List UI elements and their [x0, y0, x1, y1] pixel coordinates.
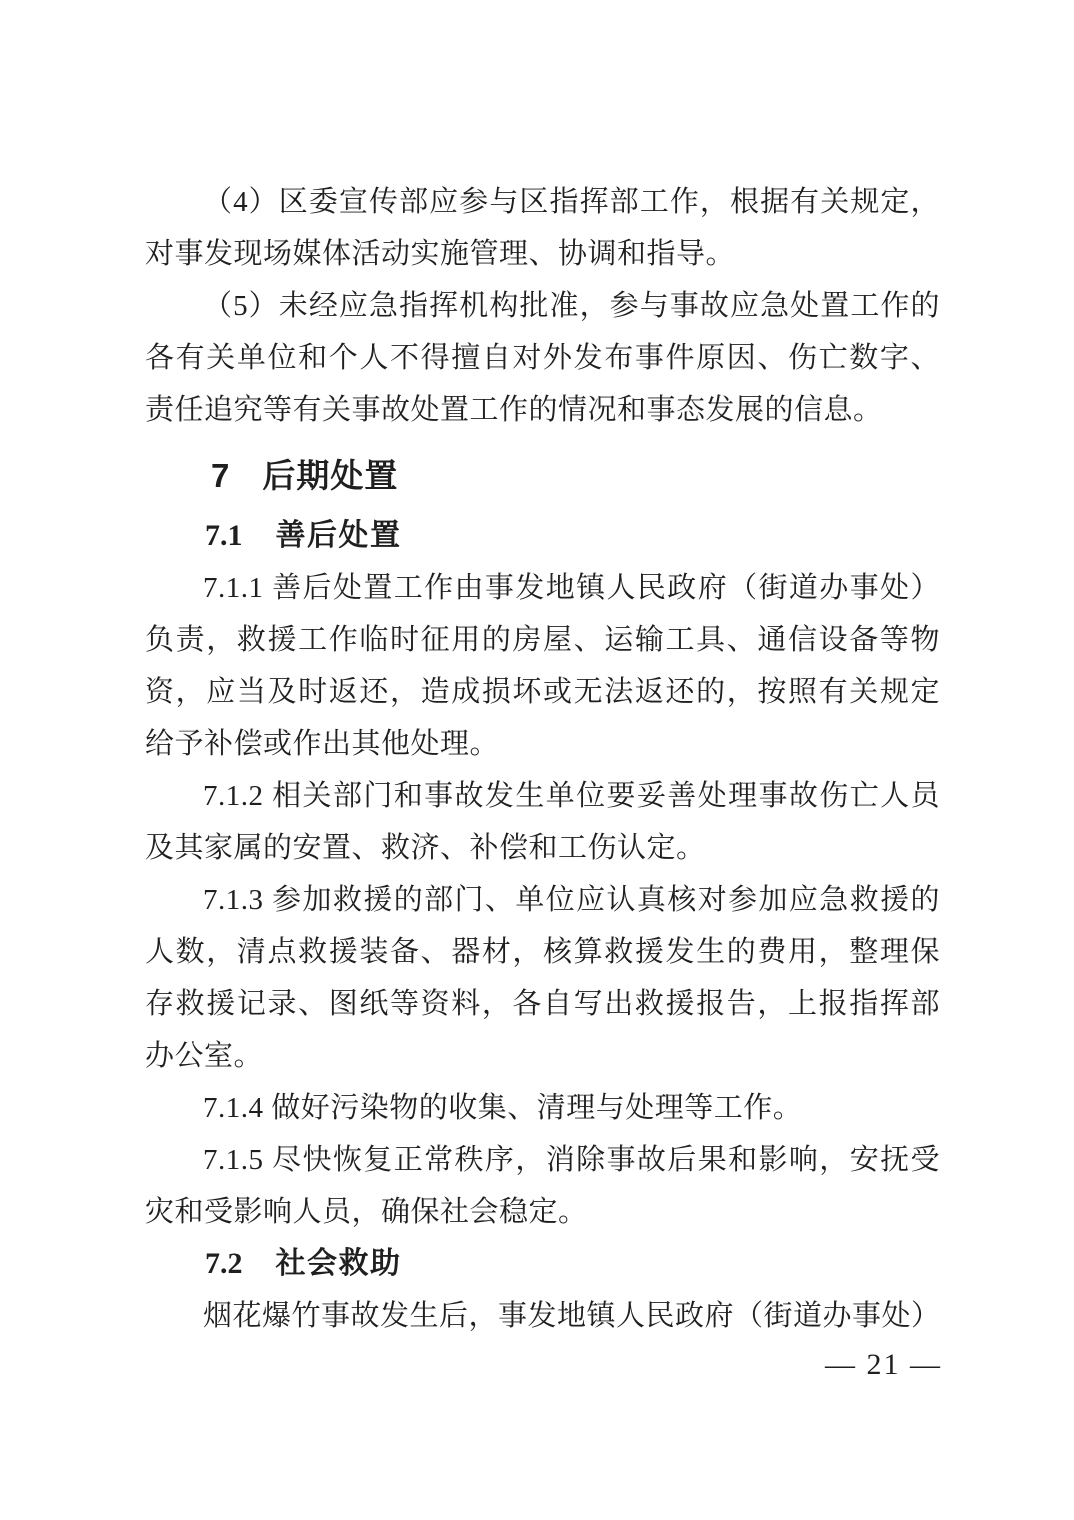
paragraph-7-1-2: 7.1.2 相关部门和事故发生单位要妥善处理事故伤亡人员及其家属的安置、救济、补偿和工伤认定。: [145, 780, 940, 864]
subsection-title: 善后处置: [275, 519, 402, 552]
paragraph-7-1-1: 7.1.1 善后处置工作由事发地镇人民政府（街道办事处）负责，救援工作临时征用的房屋、运输工具、通信设备等物资，应当及时返还，造成损坏或无法返还的，按照有关规定给予补偿或作出其他处理。: [145, 572, 940, 760]
chapter-number: 7: [211, 457, 230, 494]
document-body: [145, 176, 940, 1342]
subsection-heading-7-1: [145, 510, 940, 562]
subsection-number: 7.1: [205, 519, 243, 552]
page-number: — 21 —: [825, 1348, 942, 1381]
subsection-title: 社会救助: [275, 1247, 402, 1280]
paragraph-item-5: （5）未经应急指挥机构批准，参与事故应急处置工作的各有关单位和个人不得擅自对外发布事件原因、伤亡数字、责任追究等有关事故处置工作的情况和事态发展的信息。: [145, 290, 940, 426]
paragraph-item-4: （4）区委宣传部应参与区指挥部工作，根据有关规定，对事发现场媒体活动实施管理、协调和指导。: [145, 186, 940, 270]
paragraph-7-1-5: 7.1.5 尽快恢复正常秩序，消除事故后果和影响，安抚受灾和受影响人员，确保社会稳定。: [145, 1144, 940, 1228]
paragraph-7-2-intro: 烟花爆竹事故发生后，事发地镇人民政府（街道办事处）: [203, 1300, 941, 1332]
paragraph-7-1-3: 7.1.3 参加救援的部门、单位应认真核对参加应急救援的人数，清点救援装备、器材，核算救援发生的费用，整理保存救援记录、图纸等资料，各自写出救援报告，上报指挥部办公室。: [145, 884, 940, 1072]
subsection-heading-7-2: [145, 1238, 940, 1290]
chapter-heading: [145, 450, 940, 502]
chapter-title: 后期处置: [262, 457, 399, 494]
subsection-number: 7.2: [205, 1247, 243, 1280]
paragraph-7-1-4: 7.1.4 做好污染物的收集、清理与处理等工作。: [203, 1092, 803, 1124]
